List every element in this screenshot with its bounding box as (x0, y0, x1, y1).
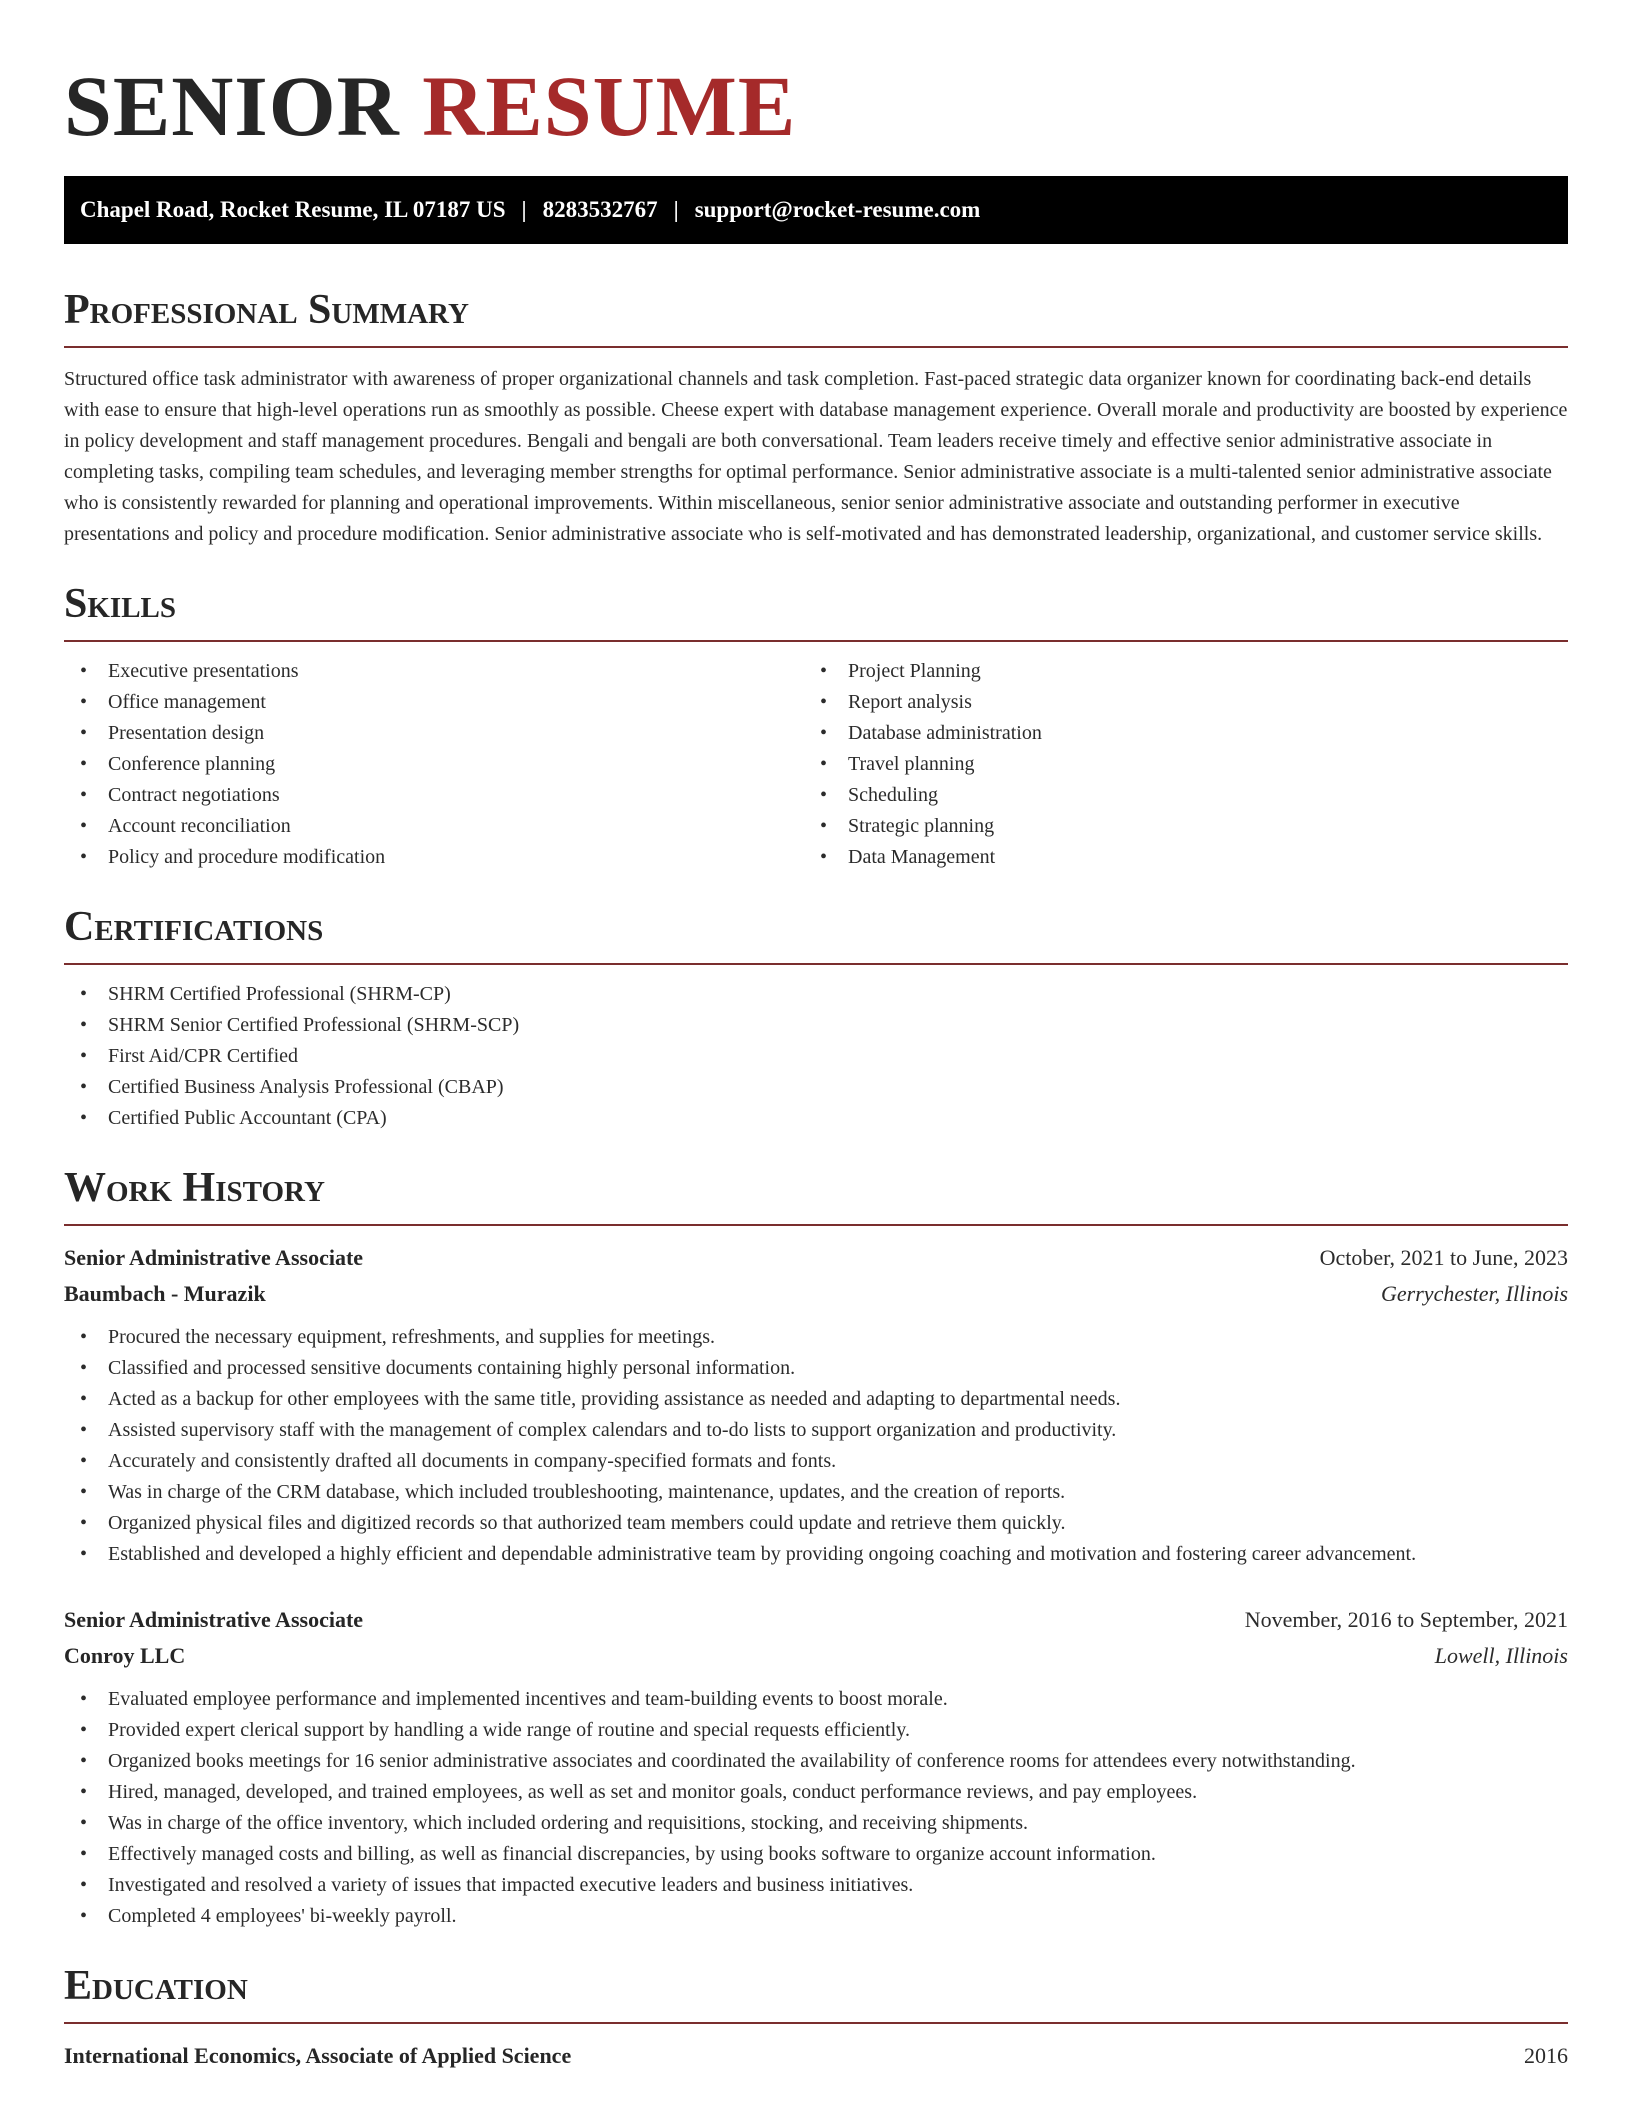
contact-email: support@rocket-resume.com (694, 197, 981, 222)
job-location: Lowell, Illinois (1434, 1643, 1568, 1668)
job-title: Senior Administrative Associate (64, 1245, 364, 1270)
skill-item: • Report analysis (804, 687, 1544, 718)
education-year: 2016 (1524, 2043, 1568, 2068)
job-duty: • Procured the necessary equipment, refreshments, and supplies for meetings. (64, 1322, 1568, 1353)
certification-item: • Certified Public Accountant (CPA) (64, 1103, 1568, 1134)
job-duty: • Organized books meetings for 16 senior administrative associates and coordinated the availability of conference rooms for attendees every notwithstanding. (64, 1746, 1568, 1777)
job-duty: • Hired, managed, developed, and trained employees, as well as set and monitor goals, conduct performance reviews, and pay employees. (64, 1777, 1568, 1808)
job-duty: • Completed 4 employees' bi-weekly payroll. (64, 1901, 1568, 1932)
contact-bar (64, 176, 1568, 244)
skill-item: • Account reconciliation (64, 811, 804, 842)
certifications-section (64, 901, 1568, 1134)
skill-item: • Office management (64, 687, 804, 718)
job-header-row (64, 1240, 1568, 1276)
skill-item: • Travel planning (804, 749, 1544, 780)
skill-item: • Strategic planning (804, 811, 1544, 842)
skill-item: • Policy and procedure modification (64, 842, 804, 873)
job-duty: • Acted as a backup for other employees with the same title, providing assistance as needed and adapting to departmental needs. (64, 1384, 1568, 1415)
contact-separator: | (521, 197, 527, 222)
job-title: Senior Administrative Associate (64, 1607, 364, 1632)
certification-item: • SHRM Certified Professional (SHRM-CP) (64, 979, 1568, 1010)
education-heading: Education (64, 1960, 1568, 2024)
job-location: Gerrychester, Illinois (1381, 1281, 1568, 1306)
job-entry (64, 1240, 1568, 1570)
job-duty: • Effectively managed costs and billing, as well as financial discrepancies, by using books software to organize account information. (64, 1839, 1568, 1870)
skills-grid (64, 642, 1568, 873)
job-duty: • Provided expert clerical support by handling a wide range of routine and special requests efficiently. (64, 1715, 1568, 1746)
job-duty: • Accurately and consistently drafted all documents in company-specified formats and fonts. (64, 1446, 1568, 1477)
job-duty: • Established and developed a highly efficient and dependable administrative team by providing ongoing coaching and motivation and fostering career advancement. (64, 1539, 1568, 1570)
skill-item: • Conference planning (64, 749, 804, 780)
work-history-heading: Work History (64, 1162, 1568, 1226)
title-part-1: SENIOR (64, 58, 400, 154)
education-degree: International Economics, Associate of Applied Science (64, 2043, 572, 2068)
job-company-row (64, 1276, 1568, 1312)
job-entry (64, 1602, 1568, 1932)
contact-phone: 8283532767 (542, 197, 658, 222)
job-company: Conroy LLC (64, 1643, 186, 1668)
certifications-list (64, 979, 1568, 1134)
job-duty: • Evaluated employee performance and implemented incentives and team-building events to boost morale. (64, 1684, 1568, 1715)
summary-text: Structured office task administrator with awareness of proper organizational channels and task completion. Fast-paced strategic data organizer known for coordinating back-end details with ease to ensure that high-level operations run as smoothly as possible. Cheese expert with database management experience. Overall morale and productivity are boosted by experience in policy development and staff management procedures. Bengali and bengali are both conversational. Team leaders receive timely and effective senior administrative associate in completing tasks, compiling team schedules, and leveraging member strengths for optimal performance. Senior administrative associate is a multi-talented senior administrative associate who is consistently rewarded for planning and operational improvements. Within miscellaneous, senior senior administrative associate and outstanding performer in executive presentations and policy and procedure modification. Senior administrative associate who is self-motivated and has demonstrated leadership, organizational, and customer service skills. (64, 368, 1568, 545)
contact-separator: | (673, 197, 679, 222)
job-duty: • Investigated and resolved a variety of issues that impacted executive leaders and business initiatives. (64, 1870, 1568, 1901)
job-duty: • Was in charge of the CRM database, which included troubleshooting, maintenance, updates, and the creation of reports. (64, 1477, 1568, 1508)
skill-item: • Executive presentations (64, 656, 804, 687)
skill-item: • Project Planning (804, 656, 1544, 687)
education-section (64, 1960, 1568, 2074)
resume-title (64, 56, 1568, 156)
work-history-section (64, 1162, 1568, 1932)
job-dates: October, 2021 to June, 2023 (1319, 1245, 1568, 1270)
title-part-2: RESUME (422, 58, 797, 154)
job-duties-list (64, 1684, 1568, 1932)
job-duty: • Was in charge of the office inventory, which included ordering and requisitions, stocking, and receiving shipments. (64, 1808, 1568, 1839)
job-header-row (64, 1602, 1568, 1638)
resume-page (64, 0, 1568, 2074)
skills-list-right (804, 656, 1544, 873)
job-duty: • Classified and processed sensitive documents containing highly personal information. (64, 1353, 1568, 1384)
summary-heading: Professional Summary (64, 284, 1568, 348)
certifications-heading: Certifications (64, 901, 1568, 965)
skill-item: • Database administration (804, 718, 1544, 749)
certification-item: • Certified Business Analysis Professional (CBAP) (64, 1072, 1568, 1103)
skill-item: • Data Management (804, 842, 1544, 873)
job-duty: • Organized physical files and digitized records so that authorized team members could update and retrieve them quickly. (64, 1508, 1568, 1539)
job-dates: November, 2016 to September, 2021 (1244, 1607, 1568, 1632)
skill-item: • Scheduling (804, 780, 1544, 811)
job-duties-list (64, 1322, 1568, 1570)
summary-section (64, 284, 1568, 550)
skills-section (64, 578, 1568, 873)
job-duty: • Assisted supervisory staff with the management of complex calendars and to-do lists to support organization and productivity. (64, 1415, 1568, 1446)
education-entry (64, 2038, 1568, 2074)
job-company-row (64, 1638, 1568, 1674)
skills-heading: Skills (64, 578, 1568, 642)
skill-item: • Contract negotiations (64, 780, 804, 811)
certification-item: • SHRM Senior Certified Professional (SHRM-SCP) (64, 1010, 1568, 1041)
skill-item: • Presentation design (64, 718, 804, 749)
job-company: Baumbach - Murazik (64, 1281, 266, 1306)
certification-item: • First Aid/CPR Certified (64, 1041, 1568, 1072)
contact-address: Chapel Road, Rocket Resume, IL 07187 US (80, 197, 506, 222)
skills-list-left (64, 656, 804, 873)
